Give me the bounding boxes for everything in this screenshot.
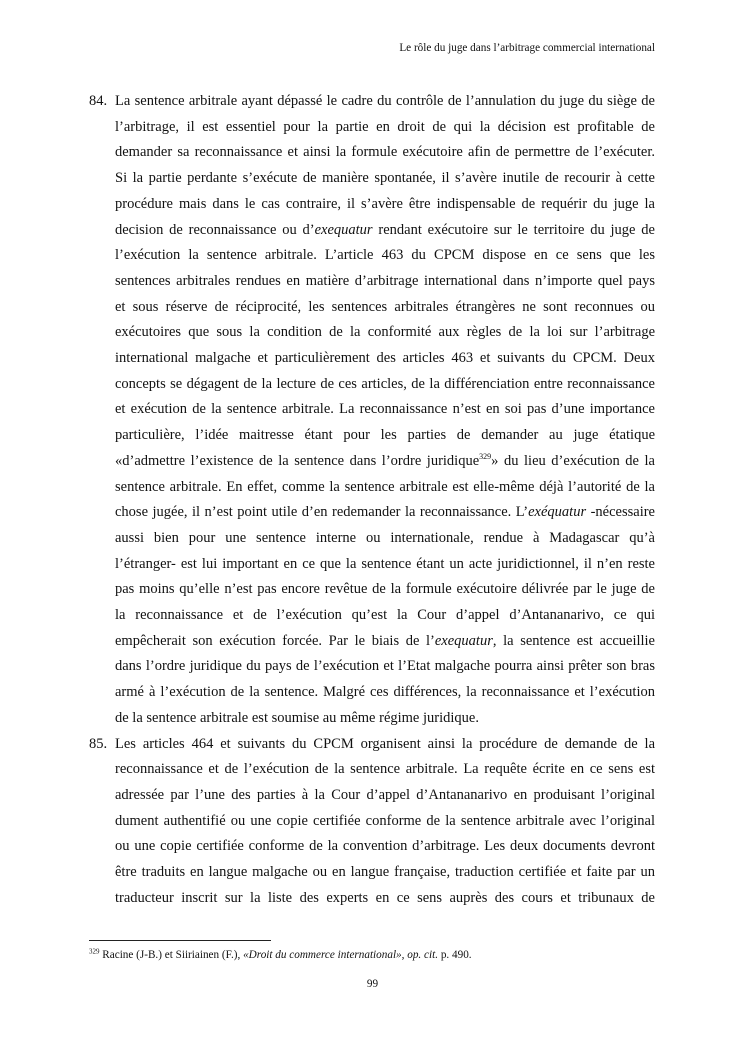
text-line: l’exécution la sentence arbitrale. L’article 463 du CPCM dispose en ce sens que les <box>115 247 655 264</box>
footnote-marker: 329 <box>89 947 100 956</box>
text-line: La sentence arbitrale ayant dépassé le cadre du contrôle de l’annulation du juge du siège de <box>115 93 655 109</box>
text-line: de la sentence arbitrale est soumise au même régime juridique. <box>115 709 479 726</box>
paragraph-84 <box>89 89 655 732</box>
text-line: dans l’ordre juridique du pays de l’exécution et l’Etat malgache pourra ainsi prêter son bras <box>115 658 655 675</box>
text-line: chose jugée, il n’est point utile d’en redemander la reconnaissance. L’exéquatur -nécessaire <box>115 504 655 521</box>
text-line: pas moins qu’elle n’est pas encore revêtue de la formule exécutoire délivrée par le juge de <box>115 581 655 598</box>
text-line: procédure mais dans le cas contraire, il s’avère être indispensable de requérir du juge la <box>115 195 655 212</box>
text-line: être traduits en langue malgache ou en langue française, traduction certifiée et faite par un <box>115 864 655 881</box>
text-line: exécutoires que sous la condition de la conformité aux règles de la loi sur l’arbitrage <box>115 324 655 341</box>
text-line: empêcherait son exécution forcée. Par le biais de l’exequatur, la sentence est accueillie <box>115 632 655 649</box>
text-line: decision de reconnaissance ou d’exequatur rendant exécutoire sur le territoire du juge de <box>115 221 655 238</box>
italic-term: exéquatur <box>528 504 587 521</box>
footnote-separator <box>89 940 271 941</box>
text-line: sentences arbitrales rendues en matière d’arbitrage international dans n’importe quel pays <box>115 272 655 289</box>
text-line: sentence arbitrale. En effet, comme la sentence arbitrale est elle-même déjà l’autorité de la <box>115 478 655 495</box>
text-line: ou une copie certifiée conforme de la convention d’arbitrage. Les deux documents devront <box>115 838 655 855</box>
footnote-source-title: «Droit du commerce international», op. cit. <box>243 949 439 961</box>
text-line: Les articles 464 et suivants du CPCM organisent ainsi la procédure de demande de la <box>115 735 655 752</box>
text-line: adressée par l’une des parties à la Cour d’appel d’Antananarivo en produisant l’original <box>115 786 655 803</box>
paragraph-number: 84. <box>89 93 108 109</box>
text-line: l’arbitrage, il est essentiel pour la partie en droit de qui la décision est profitable de <box>115 118 655 135</box>
paragraph-number: 85. <box>89 735 108 752</box>
footnote-329: $^{329}$ Racine (J-B.) et Siiriainen (F.), «Droit du commerce international», op. cit. p. 490. <box>89 947 472 961</box>
text-line: Si la partie perdante s’exécute de manière spontanée, il s’avère inutile de recourir à cette <box>115 170 655 187</box>
italic-term: exequatur <box>314 221 373 238</box>
text-line: traducteur inscrit sur la liste des experts en ce sens auprès des cours et tribunaux de <box>115 889 655 906</box>
italic-term: exequatur <box>434 632 493 649</box>
text-line: et exécution de la sentence arbitrale. La reconnaissance n’est en soi pas d’une importance <box>115 401 655 418</box>
text-line: demander sa reconnaissance et ainsi la formule exécutoire afin de permettre de l’exécuter. <box>115 144 655 161</box>
text-line: armé à l’exécution de la sentence. Malgré ces différences, la reconnaissance et l’exécution <box>115 684 655 701</box>
main-text <box>89 89 655 912</box>
text-line: particulière, l’idée maitresse étant pour les parties de demander au juge étatique <box>115 427 655 444</box>
text-line: l’étranger- est lui important en ce que la sentence étant un acte juridictionnel, il n’en reste <box>115 555 655 572</box>
text-line: et sous réserve de réciprocité, les sentences arbitrales étrangères ne sont reconnues ou <box>115 298 655 315</box>
text-line: reconnaissance et de l’exécution de la sentence arbitrale. La requête écrite en ce sens est <box>115 761 655 778</box>
text-line: la reconnaissance et de l’exécution qu’est la Cour d’appel d’Antananarivo, ce qui <box>115 607 655 624</box>
text-line: «d’admettre l’existence de la sentence dans l’ordre juridique$^{329}$» du lieu d’exécution de la <box>115 452 655 469</box>
paragraph-85 <box>89 732 655 912</box>
running-header: Le rôle du juge dans l’arbitrage commercial international <box>399 42 655 54</box>
text-line: aussi bien pour une sentence interne ou internationale, rendue à Madagascar qu’à <box>115 529 655 546</box>
footnote-reference[interactable]: 329 <box>479 452 492 462</box>
text-line: international malgache et particulièrement des articles 463 et suivants du CPCM. Deux <box>115 350 655 367</box>
page-number: 99 <box>366 978 379 990</box>
text-line: dument authentifié ou une copie certifiée conforme de la sentence arbitrale avec l’original <box>115 812 655 829</box>
text-line: concepts se dégagent de la lecture de ces articles, de la différenciation entre reconnaissance <box>115 375 655 392</box>
